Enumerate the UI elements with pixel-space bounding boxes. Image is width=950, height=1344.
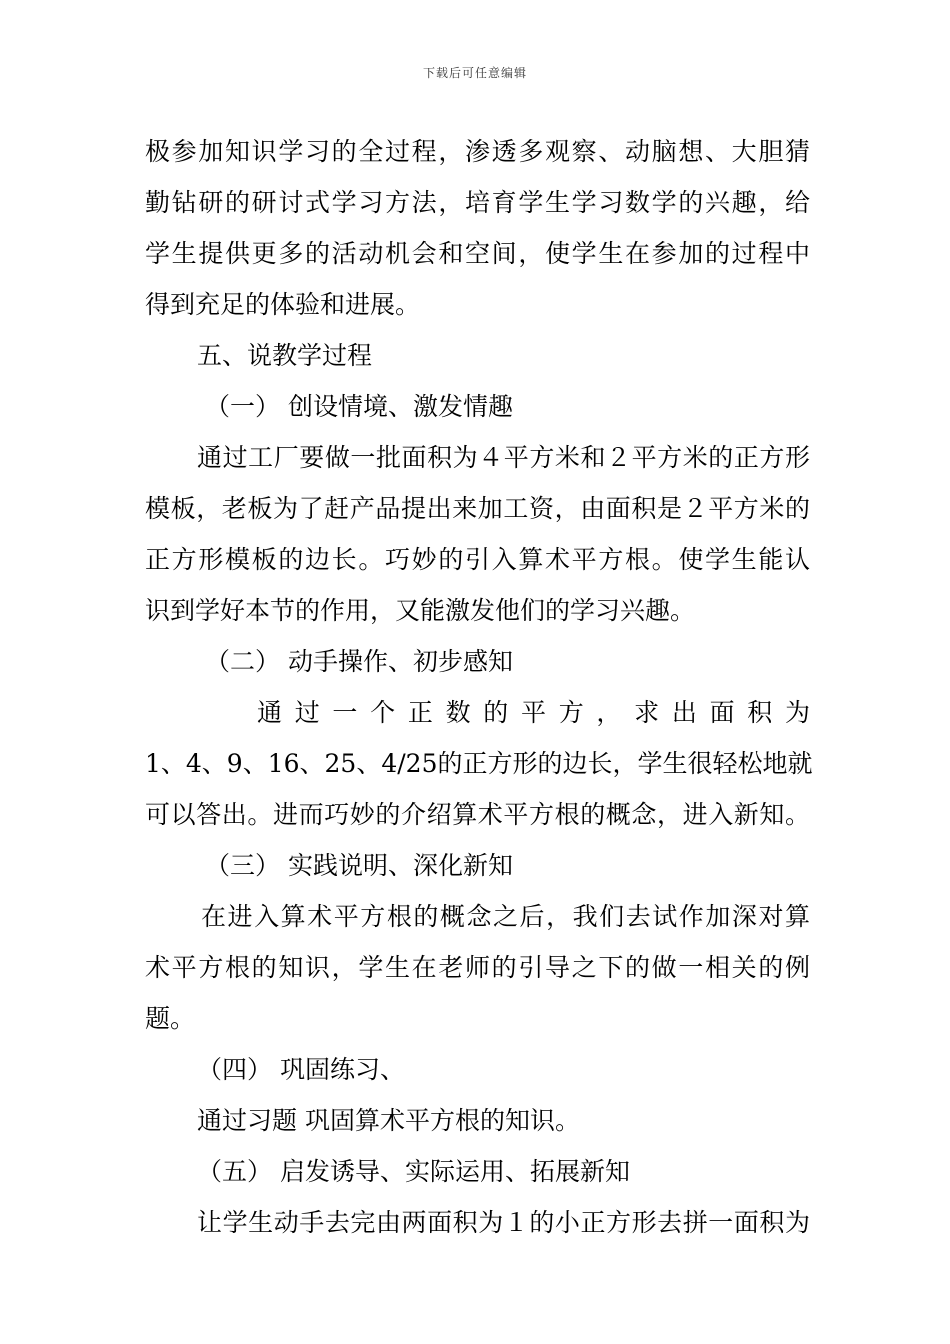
document-body (145, 126, 813, 1248)
paragraph-line: 通过习题 巩固算术平方根的知识。 (197, 1106, 580, 1135)
paragraph-line: 通过工厂要做一批面积为４平方米和２平方米的正方形 (197, 443, 810, 472)
subsection-heading: （三） 实践说明、深化新知 (205, 851, 513, 880)
subsection-heading: （一） 创设情境、激发情趣 (205, 392, 513, 421)
subsection-heading: （二） 动手操作、初步感知 (205, 647, 513, 676)
paragraph-line: 通 过 一 个 正 数 的 平 方 ， 求 出 面 积 为 (257, 698, 810, 727)
paragraph-line: 得到充足的体验和进展。 (145, 290, 421, 319)
paragraph-line: 让学生动手去完由两面积为１的小正方形去拼一面积为 (197, 1208, 810, 1237)
paragraph-line: 学生提供更多的活动机会和空间，使学生在参加的过程中 (145, 239, 810, 268)
paragraph-line: 题。 (145, 1004, 196, 1033)
subsection-heading: （五） 启发诱导、实际运用、拓展新知 (197, 1157, 630, 1186)
paragraph-line: 勤钻研的研讨式学习方法，培育学生学习数学的兴趣，给 (145, 188, 810, 217)
paragraph-line: 术平方根的知识，学生在老师的引导之下的做一相关的例 (145, 953, 810, 982)
paragraph-line: 识到学好本节的作用，又能激发他们的学习兴趣。 (145, 596, 696, 625)
paragraph-line: 在进入算术平方根的概念之后，我们去试作加深对算 (201, 902, 810, 931)
page-header: 下载后可任意编辑 (422, 66, 527, 80)
paragraph-line: 模板，老板为了赶产品提出来加工资，由面积是２平方米的 (145, 494, 810, 523)
paragraph-line: 1、4、9、16、25、4/25的正方形的边长，学生很轻松地就 (145, 749, 813, 778)
paragraph-line: 极参加知识学习的全过程，渗透多观察、动脑想、大胆猜 (145, 137, 810, 166)
section-heading: 五、说教学过程 (197, 341, 373, 370)
paragraph-line: 正方形模板的边长。巧妙的引入算术平方根。使学生能认 (145, 545, 810, 574)
subsection-heading: （四） 巩固练习、 (197, 1055, 405, 1084)
paragraph-line: 可以答出。进而巧妙的介绍算术平方根的概念，进入新知。 (145, 800, 810, 829)
